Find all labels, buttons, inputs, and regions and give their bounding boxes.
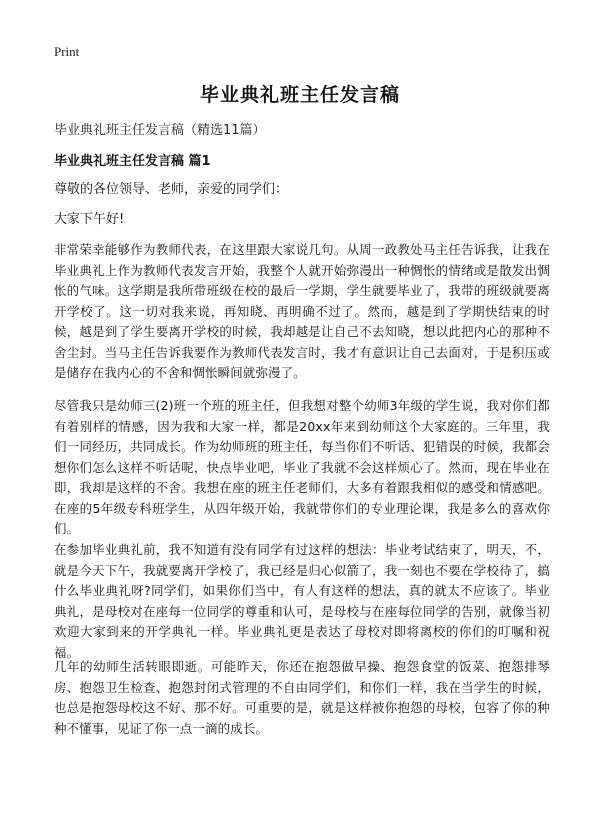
- section-heading: 毕业典礼班主任发言稿 篇1: [54, 154, 211, 169]
- paragraph-3: 在参加毕业典礼前，我不知道有没有同学有过这样的想法：毕业考试结束了，明天，不，就是今天下午，我就要离开学校了，我已经是归心似箭了，我一刻也不要在学校待了，搞什么毕业典礼呀?同学们，如果你们当中，有人有这样的想法，真的就太不应该了。毕业典礼，是母校对在座每一位同学的尊重和认可，是母校与在座每位同学的告别，就像当初欢迎大家到来的开学典礼一样。毕业典礼更是表达了母校对即将离校的你们的叮嘱和祝福。: [54, 542, 550, 660]
- print-label[interactable]: Print: [54, 44, 80, 59]
- greeting-line: 尊敬的各位领导、老师，亲爱的同学们：: [54, 182, 289, 197]
- paragraph-4: 几年的幼师生活转眼即逝。可能昨天，你还在抱怨做早操、抱怨食堂的饭菜、抱怨排琴房、抱怨卫生检查、抱怨封闭式管理的不自由同学们，和你们一样，我在当学生的时候，也总是抱怨母校这不好、那不好。可重要的是，就是这样被你抱怨的母校，包容了你的种种不懂事，见证了你一点一滴的成长。: [54, 659, 550, 736]
- document-subtitle: 毕业典礼班主任发言稿（精选11篇）: [54, 123, 266, 138]
- page-title: 毕业典礼班主任发言稿: [199, 84, 400, 106]
- paragraph-2: 尽管我只是幼师三(2)班一个班的班主任，但我想对整个幼师3年级的学生说，我对你们都有着别样的情感，因为我和大家一样，都是20xx年来到幼师这个大家庭的。三年里，我们一同经历，共同成长。作为幼师班的班主任，每当你们不听话、犯错误的时候，我都会想你们怎么这样不听话呢，快点毕业吧，毕业了我就不会这样烦心了。然而，现在毕业在即，我却是这样的不舍。我想在座的班主任老师们，大多有着跟我相似的感受和情感吧。在座的5年级专科班学生，从四年级开始，我就带你们的专业理论课，我是多么的喜欢你们。: [54, 398, 550, 536]
- salutation-line: 大家下午好!: [54, 212, 125, 227]
- paragraph-1: 非常荣幸能够作为教师代表，在这里跟大家说几句。从周一政教处马主任告诉我，让我在毕业典礼上作为教师代表发言开始，我整个人就开始弥漫出一种惆怅的情绪或是散发出惆怅的气味。这学期是我所带班级在校的最后一学期，学生就要毕业了，我带的班级就要离开学校了。这一切对我来说，再知晓、再明确不过了。然而，越是到了学期快结束的时候，越是到了学生要离开学校的时候，我却越是让自己不去知晓，想以此把内心的那种不舍尘封。当马主任告诉我要作为教师代表发言时，我才有意识让自己去面对，于是积压或是储存在我内心的不舍和惆怅瞬间就弥漫了。: [54, 242, 550, 380]
